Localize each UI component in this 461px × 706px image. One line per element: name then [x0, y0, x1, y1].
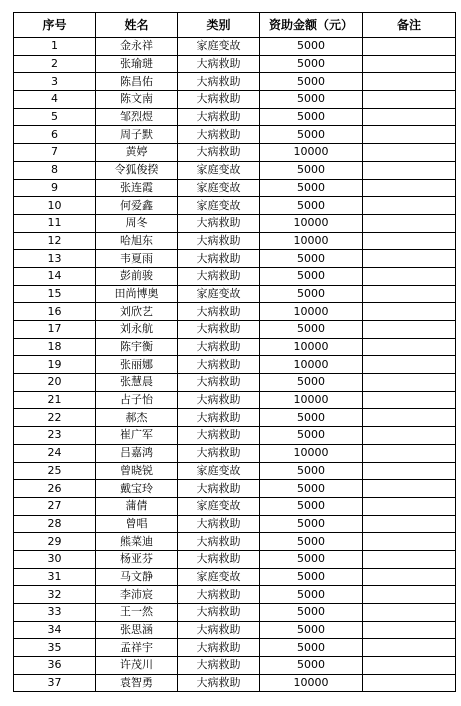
name-cell: 韦夏雨	[96, 250, 178, 268]
table-row	[14, 427, 456, 445]
category-cell: 大病救助	[178, 639, 260, 657]
category-cell: 大病救助	[178, 427, 260, 445]
index-cell: 26	[14, 480, 96, 498]
remarks-cell	[363, 480, 456, 498]
index-cell: 7	[14, 144, 96, 162]
amount-cell: 5000	[260, 73, 363, 91]
table-row	[14, 108, 456, 126]
amount-cell: 10000	[260, 303, 363, 321]
name-cell: 令狐俊揆	[96, 161, 178, 179]
category-cell: 家庭变故	[178, 179, 260, 197]
table-row	[14, 604, 456, 622]
index-cell: 12	[14, 232, 96, 250]
category-cell: 大病救助	[178, 515, 260, 533]
remarks-cell	[363, 321, 456, 339]
amount-cell: 5000	[260, 657, 363, 675]
amount-cell: 5000	[260, 126, 363, 144]
amount-cell: 5000	[260, 321, 363, 339]
table-row	[14, 144, 456, 162]
index-cell: 25	[14, 462, 96, 480]
category-cell: 家庭变故	[178, 462, 260, 480]
category-cell: 家庭变故	[178, 161, 260, 179]
header-index: 序号	[14, 13, 96, 38]
name-cell: 熊菜迪	[96, 533, 178, 551]
table-row	[14, 497, 456, 515]
table-row	[14, 232, 456, 250]
category-cell: 大病救助	[178, 108, 260, 126]
aid-table	[13, 12, 456, 692]
index-cell: 28	[14, 515, 96, 533]
category-cell: 大病救助	[178, 232, 260, 250]
amount-cell: 5000	[260, 568, 363, 586]
name-cell: 张慧晨	[96, 374, 178, 392]
category-cell: 大病救助	[178, 73, 260, 91]
category-cell: 大病救助	[178, 674, 260, 692]
amount-cell: 5000	[260, 480, 363, 498]
table-row	[14, 621, 456, 639]
remarks-cell	[363, 497, 456, 515]
remarks-cell	[363, 214, 456, 232]
remarks-cell	[363, 409, 456, 427]
remarks-cell	[363, 179, 456, 197]
index-cell: 14	[14, 267, 96, 285]
remarks-cell	[363, 267, 456, 285]
table-row	[14, 250, 456, 268]
index-cell: 11	[14, 214, 96, 232]
table-row	[14, 267, 456, 285]
name-cell: 张连霞	[96, 179, 178, 197]
amount-cell: 5000	[260, 55, 363, 73]
index-cell: 5	[14, 108, 96, 126]
table-row	[14, 444, 456, 462]
category-cell: 家庭变故	[178, 497, 260, 515]
index-cell: 4	[14, 91, 96, 109]
category-cell: 大病救助	[178, 214, 260, 232]
index-cell: 30	[14, 550, 96, 568]
table-row	[14, 161, 456, 179]
category-cell: 家庭变故	[178, 38, 260, 56]
index-cell: 33	[14, 604, 96, 622]
table-body	[14, 38, 456, 692]
index-cell: 9	[14, 179, 96, 197]
amount-cell: 5000	[260, 427, 363, 445]
name-cell: 田尚博奥	[96, 285, 178, 303]
table-row	[14, 179, 456, 197]
index-cell: 31	[14, 568, 96, 586]
index-cell: 37	[14, 674, 96, 692]
table-row	[14, 657, 456, 675]
table-row	[14, 321, 456, 339]
name-cell: 刘永航	[96, 321, 178, 339]
name-cell: 陈文南	[96, 91, 178, 109]
name-cell: 陈宇衡	[96, 338, 178, 356]
category-cell: 大病救助	[178, 550, 260, 568]
index-cell: 29	[14, 533, 96, 551]
name-cell: 周冬	[96, 214, 178, 232]
remarks-cell	[363, 533, 456, 551]
name-cell: 郝杰	[96, 409, 178, 427]
table-row	[14, 515, 456, 533]
amount-cell: 5000	[260, 285, 363, 303]
header-category: 类别	[178, 13, 260, 38]
category-cell: 家庭变故	[178, 285, 260, 303]
index-cell: 32	[14, 586, 96, 604]
category-cell: 大病救助	[178, 621, 260, 639]
index-cell: 21	[14, 391, 96, 409]
remarks-cell	[363, 515, 456, 533]
amount-cell: 5000	[260, 497, 363, 515]
name-cell: 马文静	[96, 568, 178, 586]
category-cell: 大病救助	[178, 338, 260, 356]
remarks-cell	[363, 550, 456, 568]
category-cell: 大病救助	[178, 391, 260, 409]
header-remarks: 备注	[363, 13, 456, 38]
table-row	[14, 214, 456, 232]
table-row	[14, 533, 456, 551]
category-cell: 大病救助	[178, 409, 260, 427]
amount-cell: 5000	[260, 462, 363, 480]
table-row	[14, 462, 456, 480]
remarks-cell	[363, 374, 456, 392]
remarks-cell	[363, 568, 456, 586]
name-cell: 哈旭东	[96, 232, 178, 250]
table-row	[14, 55, 456, 73]
amount-cell: 10000	[260, 214, 363, 232]
remarks-cell	[363, 444, 456, 462]
amount-cell: 5000	[260, 267, 363, 285]
amount-cell: 5000	[260, 639, 363, 657]
amount-cell: 5000	[260, 374, 363, 392]
category-cell: 大病救助	[178, 267, 260, 285]
table-row	[14, 91, 456, 109]
name-cell: 邹烈煜	[96, 108, 178, 126]
category-cell: 大病救助	[178, 144, 260, 162]
remarks-cell	[363, 391, 456, 409]
category-cell: 家庭变故	[178, 197, 260, 215]
remarks-cell	[363, 126, 456, 144]
index-cell: 23	[14, 427, 96, 445]
remarks-cell	[363, 586, 456, 604]
category-cell: 大病救助	[178, 91, 260, 109]
amount-cell: 5000	[260, 586, 363, 604]
remarks-cell	[363, 356, 456, 374]
remarks-cell	[363, 91, 456, 109]
amount-cell: 10000	[260, 356, 363, 374]
category-cell: 大病救助	[178, 55, 260, 73]
category-cell: 大病救助	[178, 126, 260, 144]
remarks-cell	[363, 197, 456, 215]
name-cell: 张丽娜	[96, 356, 178, 374]
name-cell: 许茂川	[96, 657, 178, 675]
amount-cell: 5000	[260, 197, 363, 215]
category-cell: 大病救助	[178, 321, 260, 339]
name-cell: 吕嘉鸿	[96, 444, 178, 462]
category-cell: 大病救助	[178, 356, 260, 374]
category-cell: 大病救助	[178, 586, 260, 604]
table-row	[14, 374, 456, 392]
name-cell: 杨亚芬	[96, 550, 178, 568]
index-cell: 3	[14, 73, 96, 91]
name-cell: 蒲倩	[96, 497, 178, 515]
remarks-cell	[363, 73, 456, 91]
table-row	[14, 338, 456, 356]
amount-cell: 10000	[260, 338, 363, 356]
amount-cell: 5000	[260, 604, 363, 622]
table-row	[14, 391, 456, 409]
category-cell: 大病救助	[178, 374, 260, 392]
table-row	[14, 285, 456, 303]
index-cell: 17	[14, 321, 96, 339]
index-cell: 19	[14, 356, 96, 374]
name-cell: 王一然	[96, 604, 178, 622]
remarks-cell	[363, 232, 456, 250]
remarks-cell	[363, 108, 456, 126]
amount-cell: 5000	[260, 515, 363, 533]
index-cell: 15	[14, 285, 96, 303]
remarks-cell	[363, 38, 456, 56]
index-cell: 24	[14, 444, 96, 462]
name-cell: 周子默	[96, 126, 178, 144]
amount-cell: 5000	[260, 38, 363, 56]
amount-cell: 5000	[260, 533, 363, 551]
table-row	[14, 126, 456, 144]
remarks-cell	[363, 427, 456, 445]
category-cell: 大病救助	[178, 533, 260, 551]
table-row	[14, 197, 456, 215]
name-cell: 彭前骏	[96, 267, 178, 285]
category-cell: 大病救助	[178, 604, 260, 622]
index-cell: 27	[14, 497, 96, 515]
table-row	[14, 409, 456, 427]
index-cell: 35	[14, 639, 96, 657]
remarks-cell	[363, 639, 456, 657]
amount-cell: 10000	[260, 232, 363, 250]
amount-cell: 5000	[260, 250, 363, 268]
table-row	[14, 73, 456, 91]
amount-cell: 5000	[260, 91, 363, 109]
remarks-cell	[363, 621, 456, 639]
index-cell: 8	[14, 161, 96, 179]
remarks-cell	[363, 604, 456, 622]
name-cell: 金永祥	[96, 38, 178, 56]
header-row	[14, 13, 456, 38]
header-amount: 资助金额（元）	[260, 13, 363, 38]
remarks-cell	[363, 462, 456, 480]
amount-cell: 10000	[260, 674, 363, 692]
name-cell: 李沛宸	[96, 586, 178, 604]
index-cell: 16	[14, 303, 96, 321]
amount-cell: 10000	[260, 144, 363, 162]
index-cell: 18	[14, 338, 96, 356]
category-cell: 大病救助	[178, 657, 260, 675]
category-cell: 大病救助	[178, 250, 260, 268]
category-cell: 大病救助	[178, 444, 260, 462]
table-row	[14, 674, 456, 692]
name-cell: 崔广军	[96, 427, 178, 445]
name-cell: 黄婷	[96, 144, 178, 162]
remarks-cell	[363, 161, 456, 179]
name-cell: 张瑜琎	[96, 55, 178, 73]
table-row	[14, 550, 456, 568]
name-cell: 占子怡	[96, 391, 178, 409]
remarks-cell	[363, 674, 456, 692]
remarks-cell	[363, 657, 456, 675]
index-cell: 10	[14, 197, 96, 215]
remarks-cell	[363, 303, 456, 321]
amount-cell: 5000	[260, 161, 363, 179]
index-cell: 13	[14, 250, 96, 268]
table-row	[14, 568, 456, 586]
name-cell: 何爱鑫	[96, 197, 178, 215]
index-cell: 20	[14, 374, 96, 392]
amount-cell: 5000	[260, 179, 363, 197]
amount-cell: 5000	[260, 621, 363, 639]
name-cell: 曾唱	[96, 515, 178, 533]
amount-cell: 5000	[260, 409, 363, 427]
name-cell: 刘欣艺	[96, 303, 178, 321]
amount-cell: 10000	[260, 391, 363, 409]
index-cell: 34	[14, 621, 96, 639]
name-cell: 戴宝玲	[96, 480, 178, 498]
remarks-cell	[363, 338, 456, 356]
table-row	[14, 356, 456, 374]
index-cell: 1	[14, 38, 96, 56]
table-row	[14, 586, 456, 604]
name-cell: 张思涵	[96, 621, 178, 639]
category-cell: 大病救助	[178, 480, 260, 498]
category-cell: 大病救助	[178, 303, 260, 321]
name-cell: 陈昌佑	[96, 73, 178, 91]
table-row	[14, 480, 456, 498]
index-cell: 2	[14, 55, 96, 73]
remarks-cell	[363, 250, 456, 268]
amount-cell: 5000	[260, 108, 363, 126]
table-row	[14, 303, 456, 321]
name-cell: 袁智勇	[96, 674, 178, 692]
index-cell: 36	[14, 657, 96, 675]
amount-cell: 5000	[260, 550, 363, 568]
remarks-cell	[363, 55, 456, 73]
table-row	[14, 639, 456, 657]
table-row	[14, 38, 456, 56]
name-cell: 孟祥宇	[96, 639, 178, 657]
index-cell: 6	[14, 126, 96, 144]
remarks-cell	[363, 285, 456, 303]
name-cell: 曾晓锐	[96, 462, 178, 480]
amount-cell: 10000	[260, 444, 363, 462]
index-cell: 22	[14, 409, 96, 427]
category-cell: 家庭变故	[178, 568, 260, 586]
header-name: 姓名	[96, 13, 178, 38]
remarks-cell	[363, 144, 456, 162]
